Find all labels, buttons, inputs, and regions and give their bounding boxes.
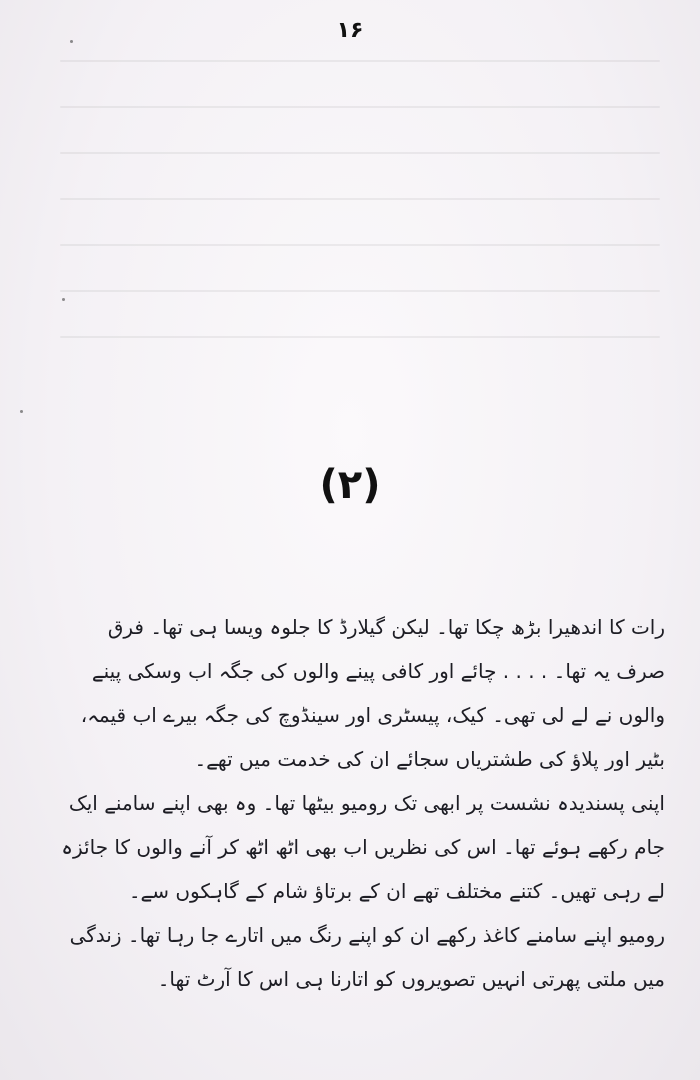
bleed-through-text (60, 60, 660, 400)
chapter-heading: (۲) (319, 462, 381, 508)
paragraph: اپنی پسندیدہ نشست پر ابھی تک رومیو بیٹھا تھا۔ وہ بھی اپنے سامنے ایک جام رکھے ہوئے تھا۔ اس کی نظریں اب بھی اٹھ اٹھ کر آنے والوں کا جائزہ لے رہی تھیں۔ کتنے مختلف تھے ان کے برتاؤ شام کے گاہکوں سے۔ (61, 791, 665, 903)
chapter-body (55, 605, 665, 1001)
page-number: ۱۶ (336, 18, 364, 43)
paragraph: رات کا اندھیرا بڑھ چکا تھا۔ لیکن گیلارڈ کا جلوہ ویسا ہی تھا۔ فرق صرف یہ تھا۔ . . . . چائے اور کافی پینے والوں کی جگہ اب وسکی پینے والوں نے لے لی تھی۔ کیک، پیسٹری اور سینڈوچ کی جگہ بیرے اب قیمہ، بٹیر اور پلاؤ کی طشتریاں سجائے ان کی خدمت میں تھے۔ (80, 615, 665, 771)
paper-speck (20, 410, 23, 413)
paragraph: رومیو اپنے سامنے کاغذ رکھے ان کو اپنے رنگ میں اتارے جا رہا تھا۔ زندگی میں ملتی پھرتی انہیں تصویروں کو اتارنا ہی اس کا آرٹ تھا۔ (69, 923, 665, 991)
paper-speck (62, 298, 65, 301)
paper-speck (70, 40, 73, 43)
